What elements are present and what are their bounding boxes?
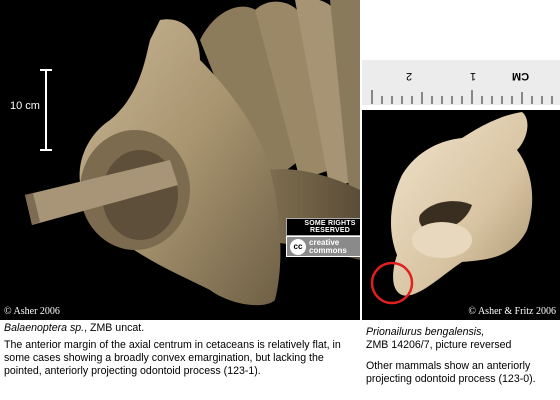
- left-species: Balaenoptera sp.: [4, 322, 85, 334]
- left-caption-title: [4, 322, 354, 335]
- right-specimen: ZMB 14206/7, picture reversed: [366, 339, 512, 351]
- right-caption: [366, 320, 556, 386]
- cc-word-commons: commons: [309, 245, 347, 255]
- cc-logo-icon: cc: [290, 239, 306, 255]
- right-species: Prionailurus bengalensis,: [366, 326, 485, 338]
- ruler-unit: CM: [512, 70, 530, 82]
- cc-word-creative: creative: [309, 237, 340, 247]
- creative-commons-badge[interactable]: [286, 218, 360, 255]
- ruler-mark-1: 1: [470, 70, 477, 82]
- left-caption: [4, 320, 354, 378]
- scale-bar-label: 10 cm: [10, 100, 40, 112]
- left-caption-text: The anterior margin of the axial centrum in cetaceans is relatively flat, in some cases showing a broadly convex emargination, but lacking the pointed, anteriorly projecting odontoid process (123-1).: [4, 339, 341, 377]
- left-specimen: , ZMB uncat.: [84, 322, 145, 334]
- ruler-mark-2: 2: [406, 70, 413, 82]
- right-copyright: © Asher & Fritz 2006: [468, 306, 556, 317]
- right-caption-text: Other mammals show an anteriorly projecting odontoid process (123-0).: [366, 360, 536, 385]
- captions-area: [0, 320, 560, 400]
- cat-vertebra-photo: [362, 0, 560, 320]
- left-copyright: © Asher 2006: [4, 306, 60, 317]
- cat-vertebra-illustration: [362, 0, 560, 320]
- cc-rights-text: SOME RIGHTS RESERVED: [286, 218, 360, 236]
